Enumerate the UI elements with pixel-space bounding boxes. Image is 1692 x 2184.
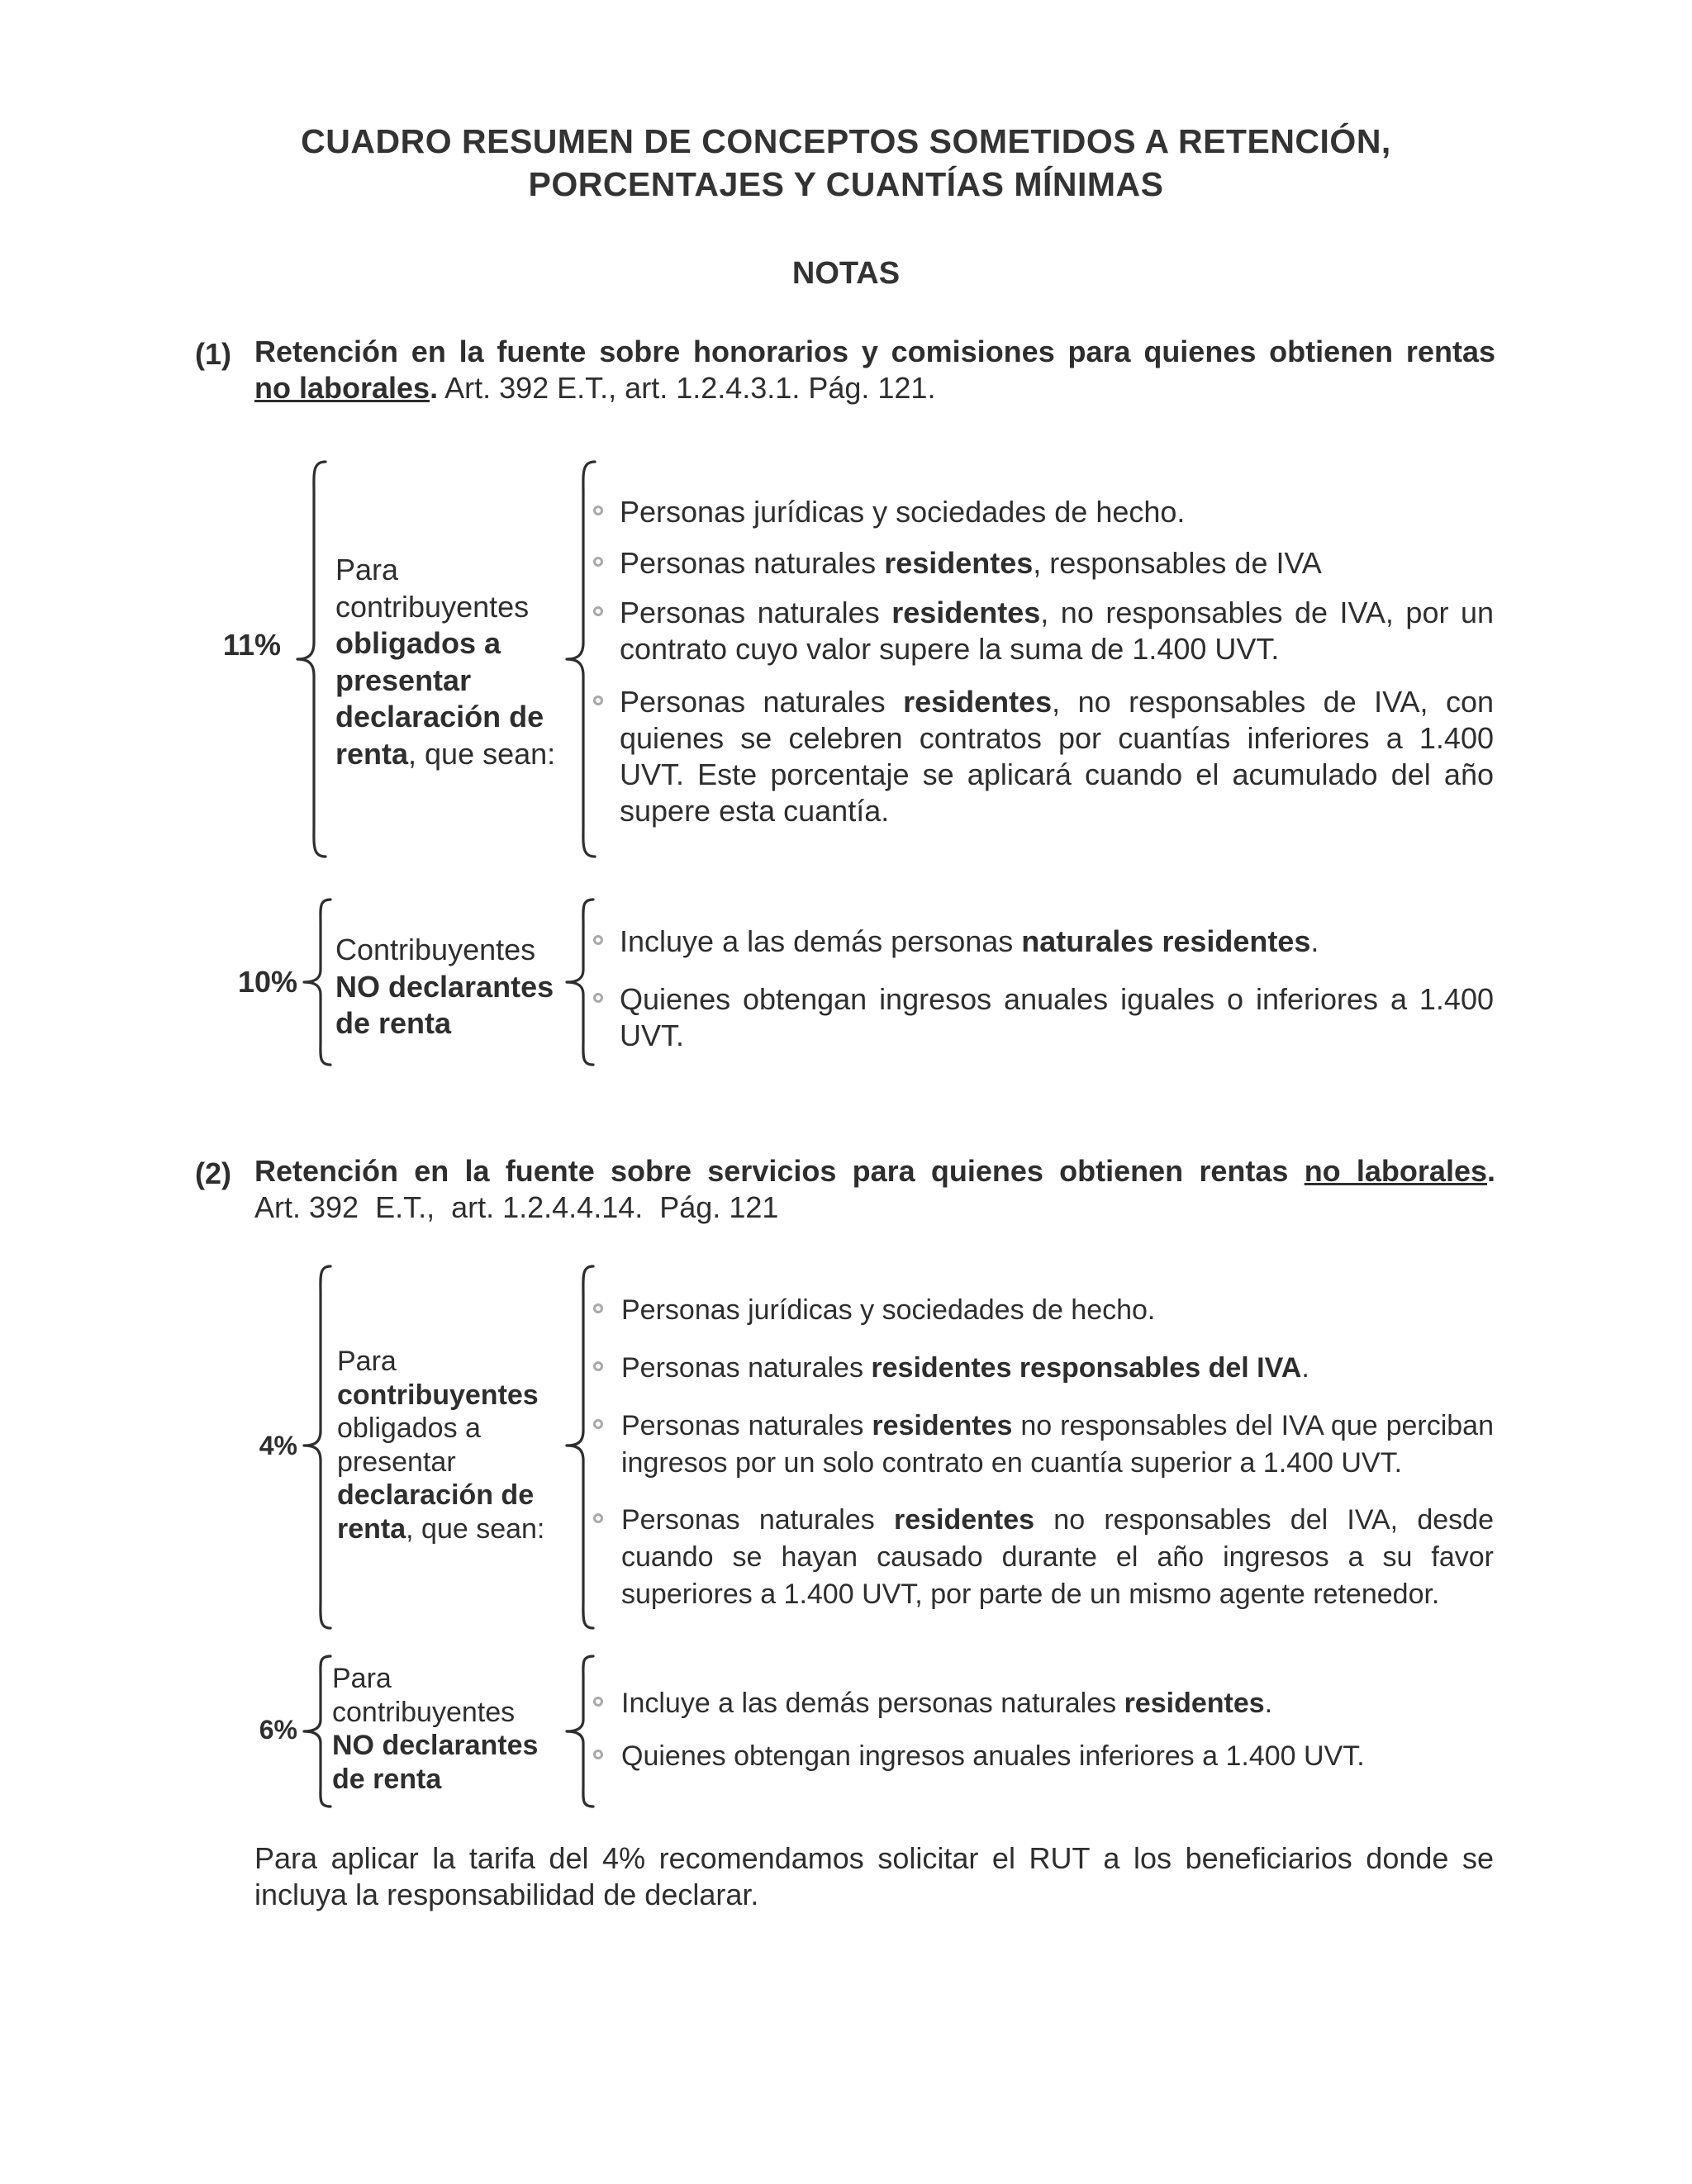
note-2-number: (2) bbox=[195, 1156, 231, 1190]
bullet-icon bbox=[593, 506, 603, 515]
brace-left-10 bbox=[299, 897, 335, 1067]
note-2-no-laborales: no laborales bbox=[1304, 1154, 1487, 1188]
page-title-line-2: PORCENTAJES Y CUANTÍAS MÍNIMAS bbox=[528, 165, 1164, 203]
bullet-icon bbox=[593, 1750, 603, 1759]
item-4-3: Personas naturales residentes no responsables del IVA que perciban ingresos por un solo contrato en cuantía superior a 1.400 UVT. bbox=[593, 1408, 1494, 1482]
note-1-reference: Art. 392 E.T., art. 1.2.4.3.1. Pág. 121. bbox=[438, 371, 936, 405]
item-6-1: Incluye a las demás personas naturales residentes. bbox=[593, 1685, 1494, 1722]
note-2-reference: Art. 392 E.T., art. 1.2.4.4.14. Pág. 121 bbox=[254, 1190, 779, 1224]
footnote: Para aplicar la tarifa del 4% recomendamos solicitar el RUT a los beneficiarios donde se incluya la responsabilidad de declarar. bbox=[254, 1841, 1494, 1911]
item-11-3: Personas naturales residentes, no responsables de IVA, por un contrato cuyo valor supere la suma de 1.400 UVT. bbox=[593, 595, 1494, 667]
notes-heading: NOTAS bbox=[791, 256, 901, 291]
percent-4: 4% bbox=[259, 1431, 297, 1460]
label-6: Para contribuyentes NO declarantes de renta bbox=[332, 1663, 539, 1795]
item-11-1: Personas jurídicas y sociedades de hecho. bbox=[593, 494, 1494, 530]
bullet-icon bbox=[593, 935, 603, 945]
item-10-1: Incluye a las demás personas naturales residentes. bbox=[593, 923, 1494, 960]
percent-11: 11% bbox=[222, 628, 281, 662]
bullet-icon bbox=[593, 1361, 603, 1371]
label-10: Contribuyentes NO declarantes de renta bbox=[335, 933, 554, 1040]
page-title-line-1: CUADRO RESUMEN DE CONCEPTOS SOMETIDOS A RETENCIÓN, bbox=[301, 122, 1391, 160]
item-4-1: Personas jurídicas y sociedades de hecho. bbox=[593, 1292, 1494, 1329]
bullet-icon bbox=[593, 557, 603, 567]
note-2-title: Retención en la fuente sobre servicios para quienes obtienen rentas no laborales. bbox=[254, 1154, 1495, 1188]
item-6-2: Quienes obtengan ingresos anuales inferiores a 1.400 UVT. bbox=[593, 1738, 1494, 1775]
bullet-icon bbox=[593, 1419, 603, 1429]
brace-right-6 bbox=[562, 1654, 598, 1809]
bullet-icon bbox=[593, 1513, 603, 1523]
label-4: Para contribuyentes obligados a presentar declaración de renta, que sean: bbox=[337, 1346, 545, 1545]
note-1-subtitle: no laborales. Art. 392 E.T., art. 1.2.4.3.1. Pág. 121. bbox=[254, 371, 936, 405]
bullet-icon bbox=[593, 1303, 603, 1313]
label-11: Para contribuyentes obligados a presentar declaración de renta, que sean: bbox=[335, 553, 556, 771]
note-1-number: (1) bbox=[195, 337, 231, 371]
brace-left-11 bbox=[292, 459, 330, 859]
item-4-4: Personas naturales residentes no responsables del IVA, desde cuando se hayan causado durante el año ingresos a su favor superiores a 1.400 UVT, por parte de un mismo agente retenedor. bbox=[593, 1502, 1494, 1613]
note-1-no-laborales: no laborales bbox=[254, 371, 430, 405]
bullet-icon bbox=[593, 696, 603, 705]
note-1-title: Retención en la fuente sobre honorarios y comisiones para quienes obtienen rentas bbox=[254, 335, 1495, 368]
percent-6: 6% bbox=[259, 1715, 297, 1745]
bullet-icon bbox=[593, 993, 603, 1003]
item-11-2: Personas naturales residentes, responsables de IVA bbox=[593, 545, 1494, 582]
brace-left-6 bbox=[299, 1654, 335, 1809]
percent-10: 10% bbox=[237, 965, 297, 999]
item-11-4: Personas naturales residentes, no responsables de IVA, con quienes se celebren contratos por cuantías inferiores a 1.400 UVT. Este porcentaje se aplicará cuando el acumulado del año supere esta cuantía. bbox=[593, 684, 1494, 829]
item-10-2: Quienes obtengan ingresos anuales iguales o inferiores a 1.400 UVT. bbox=[593, 981, 1494, 1054]
bullet-icon bbox=[593, 606, 603, 616]
bullet-icon bbox=[593, 1697, 603, 1707]
item-4-2: Personas naturales residentes responsables del IVA. bbox=[593, 1350, 1494, 1387]
brace-left-4 bbox=[299, 1264, 335, 1631]
